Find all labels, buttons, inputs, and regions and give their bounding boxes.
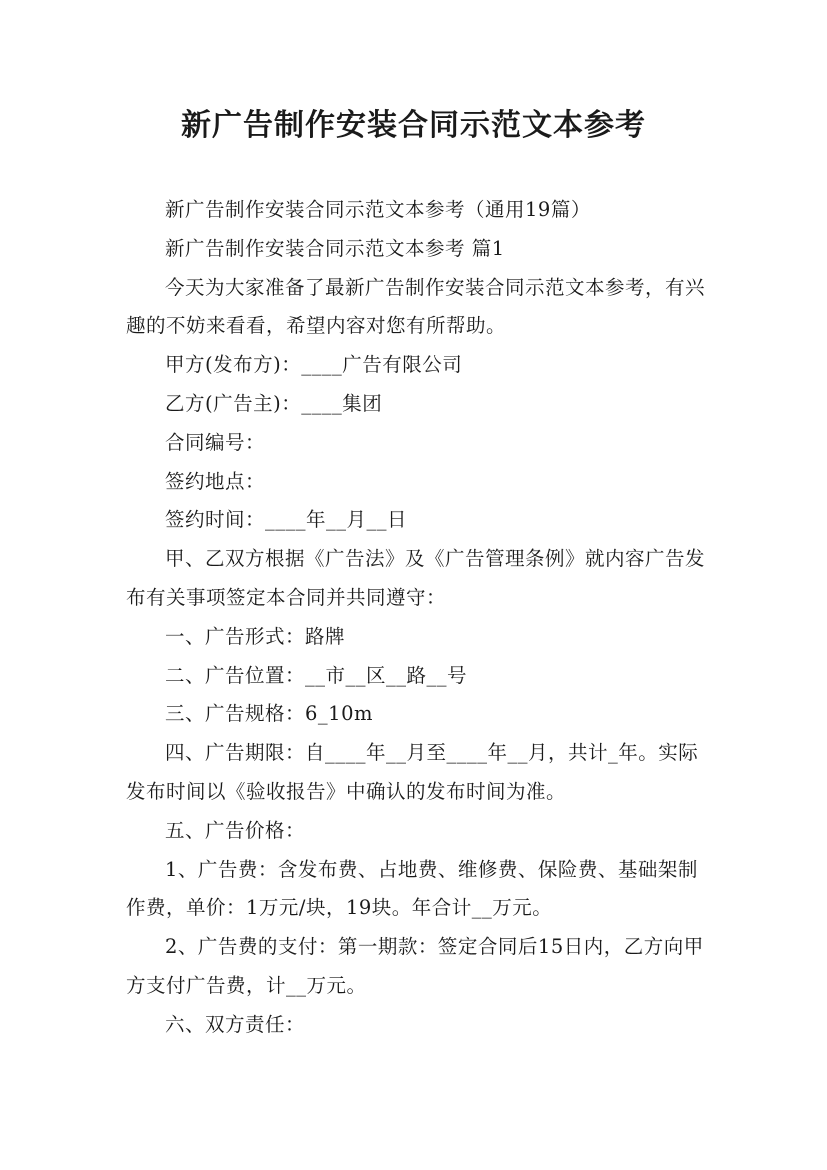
paragraph-preamble: 甲、乙双方根据《广告法》及《广告管理条例》就内容广告发布有关事项签定本合同并共同遵守： xyxy=(126,547,706,609)
paragraph-party-b: 乙方(广告主)：____集团 xyxy=(165,391,383,415)
document-body xyxy=(126,191,706,1045)
paragraph-section-heading: 新广告制作安装合同示范文本参考 篇1 xyxy=(165,236,505,260)
paragraph-party-a: 甲方(发布方)：____广告有限公司 xyxy=(165,353,463,377)
paragraph-contract-number: 合同编号： xyxy=(165,430,266,454)
document-title: 新广告制作安装合同示范文本参考 xyxy=(181,108,646,143)
paragraph-intro: 今天为大家准备了最新广告制作安装合同示范文本参考，有兴趣的不妨来看看，希望内容对您有所帮助。 xyxy=(126,275,706,338)
paragraph-subtitle: 新广告制作安装合同示范文本参考（通用19篇） xyxy=(165,198,591,221)
paragraph-clause-5: 五、广告价格： xyxy=(165,818,306,842)
paragraph-clause-5-2: 2、广告费的支付：第一期款：签定合同后15日内，乙方向甲方支付广告费，计__万元。 xyxy=(126,935,704,997)
paragraph-signing-time: 签约时间：____年__月__日 xyxy=(165,508,408,532)
paragraph-clause-4: 四、广告期限：自____年__月至____年__月，共计_年。实际发布时间以《验收报告》中确认的发布时间为准。 xyxy=(126,741,699,803)
paragraph-clause-2: 二、广告位置：__市__区__路__号 xyxy=(165,663,468,687)
paragraph-clause-5-1: 1、广告费：含发布费、占地费、维修费、保险费、基础架制作费，单价：1万元/块，19块。年合计__万元。 xyxy=(126,857,698,920)
paragraph-signing-place: 签约地点： xyxy=(165,469,266,493)
paragraph-clause-1: 一、广告形式：路牌 xyxy=(165,624,346,648)
paragraph-clause-3: 三、广告规格：6_10m xyxy=(165,702,373,726)
paragraph-clause-6: 六、双方责任： xyxy=(165,1012,306,1036)
